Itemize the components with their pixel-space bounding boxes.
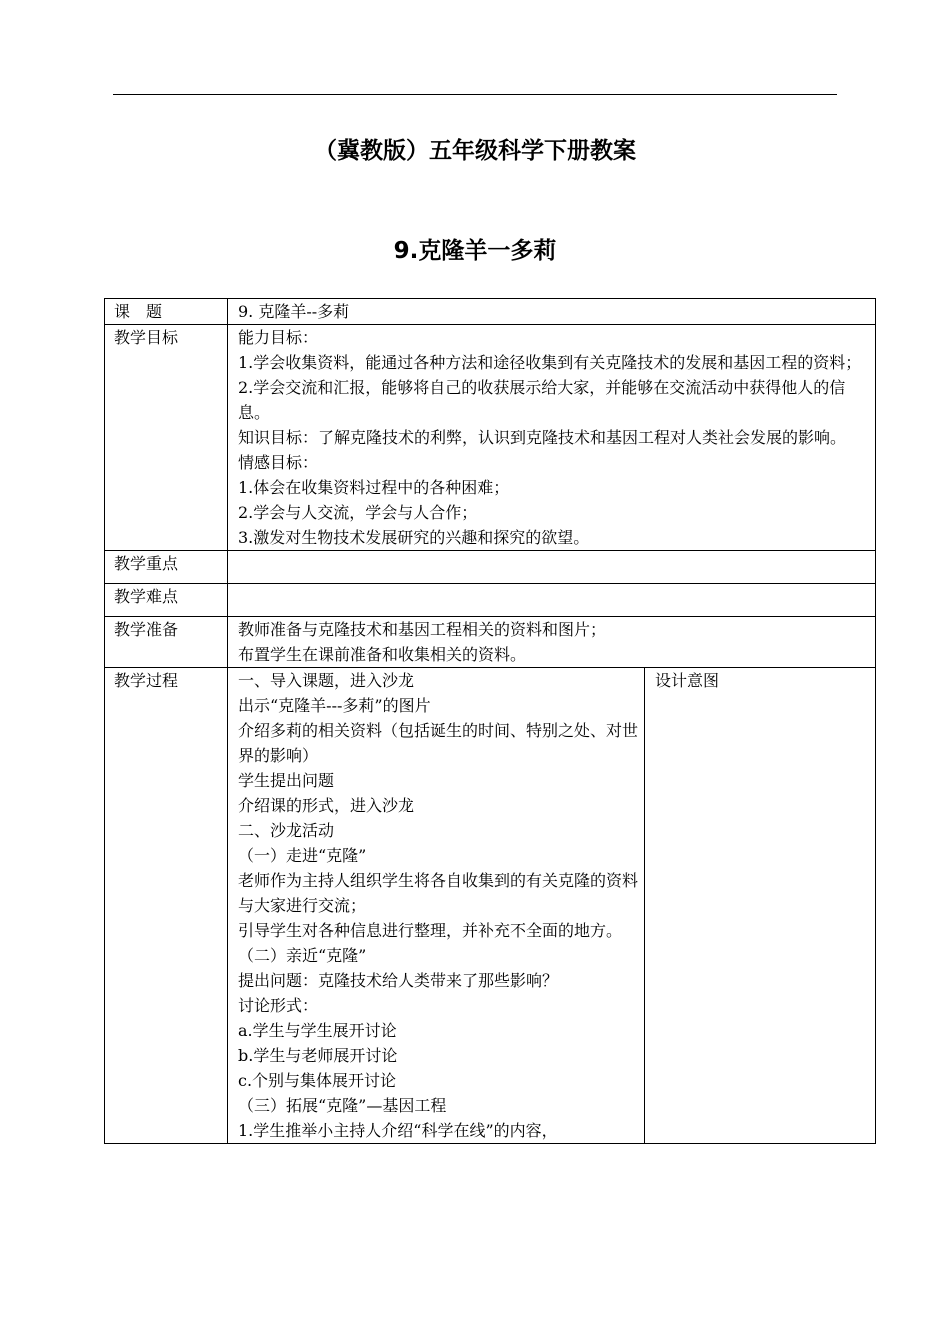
row-goals: [105, 325, 876, 551]
goals-label: 教学目标: [105, 325, 228, 551]
difficulties-value: [228, 584, 876, 617]
topic-label: 课 题: [105, 299, 228, 325]
row-preparation: [105, 617, 876, 668]
preparation-line: 布置学生在课前准备和收集相关的资料。: [238, 645, 527, 664]
preparation-content: [228, 617, 876, 668]
design-intent-column: [645, 668, 876, 1144]
topic-value: 9. 克隆羊--多莉: [228, 299, 876, 325]
process-line: 提出问题：克隆技术给人类带来了那些影响？: [238, 971, 559, 990]
process-line: a.学生与学生展开讨论: [238, 1021, 397, 1040]
process-line: b.学生与老师展开讨论: [238, 1046, 398, 1065]
document-title: （冀教版）五年级科学下册教案: [314, 138, 636, 164]
process-line: （三）拓展“克隆”—基因工程: [238, 1096, 447, 1115]
row-key-points: [105, 551, 876, 584]
design-intent-header: 设计意图: [655, 671, 720, 690]
header-rule: [113, 94, 837, 95]
key-points-value: [228, 551, 876, 584]
process-line: 一、导入课题，进入沙龙: [238, 671, 415, 690]
key-points-label: 教学重点: [105, 551, 228, 584]
goals-content: [228, 325, 876, 551]
process-line: 出示“克隆羊---多莉”的图片: [238, 696, 431, 715]
process-line: 1.学生推举小主持人介绍“科学在线”的内容，: [238, 1121, 558, 1140]
process-content: [228, 668, 645, 1144]
goals-line: 2.学会与人交流，学会与人合作；: [238, 503, 478, 522]
process-line: 介绍多莉的相关资料（包括诞生的时间、特别之处、对世界的影响）: [238, 721, 639, 765]
lesson-title: 9.克隆羊一多莉: [393, 238, 557, 264]
process-line: 老师作为主持人组织学生将各自收集到的有关克隆的资料与大家进行交流；: [238, 871, 639, 915]
preparation-line: 教师准备与克隆技术和基因工程相关的资料和图片；: [238, 620, 607, 639]
process-line: 讨论形式：: [238, 996, 319, 1015]
process-line: c.个别与集体展开讨论: [238, 1071, 397, 1090]
goals-line: 情感目标：: [238, 453, 319, 472]
goals-line: 知识目标：了解克隆技术的利弊，认识到克隆技术和基因工程对人类社会发展的影响。: [238, 428, 847, 447]
process-label: 教学过程: [105, 668, 228, 1144]
process-line: 介绍课的形式，进入沙龙: [238, 796, 415, 815]
lesson-plan-table: [104, 298, 876, 1144]
process-line: （一）走进“克隆”: [238, 846, 367, 865]
goals-line: 2.学会交流和汇报，能够将自己的收获展示给大家，并能够在交流活动中获得他人的信息。: [238, 378, 846, 422]
goals-line: 1.学会收集资料，能通过各种方法和途径收集到有关克隆技术的发展和基因工程的资料；: [238, 353, 862, 372]
difficulties-label: 教学难点: [105, 584, 228, 617]
process-line: 引导学生对各种信息进行整理，并补充不全面的地方。: [238, 921, 623, 940]
goals-line: 3.激发对生物技术发展研究的兴趣和探究的欲望。: [238, 528, 590, 547]
process-line: 二、沙龙活动: [238, 821, 335, 840]
row-topic: [105, 299, 876, 325]
goals-line: 1.体会在收集资料过程中的各种困难；: [238, 478, 510, 497]
row-process: [105, 668, 876, 1144]
preparation-label: 教学准备: [105, 617, 228, 668]
row-difficulties: [105, 584, 876, 617]
process-line: （二）亲近“克隆”: [238, 946, 367, 965]
goals-line: 能力目标：: [238, 328, 319, 347]
process-line: 学生提出问题: [238, 771, 335, 790]
